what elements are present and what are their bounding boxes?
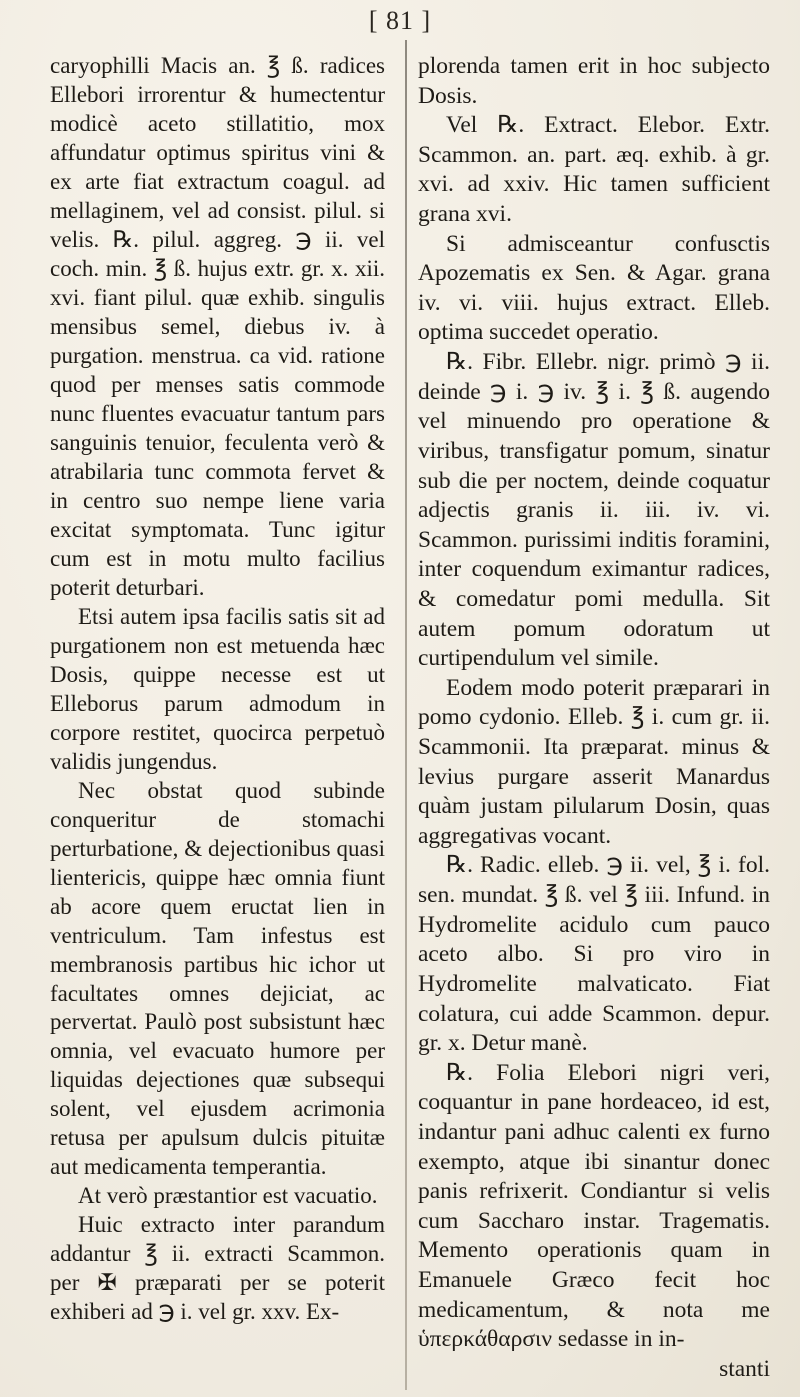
- paragraph: Huic extracto inter parandum addantur ℥ ii. extracti Scammon. per ✠ præparati per se poterit exhiberi ad ℈ i. vel gr. xxv. Ex-: [50, 1212, 385, 1325]
- right-column: [418, 52, 770, 1384]
- page-number: [ 81 ]: [368, 6, 432, 35]
- paragraph: ℞. Radic. elleb. ℈ ii. vel, ℥ i. fol. sen. mundat. ℥ ß. vel ℥ iii. Infund. in Hydromelite acidulo cum pauco aceto albo. Si pro viro in Hydromelite malvaticato. Fiat colatura, cui adde Scammon. depur. gr. x. Detur manè.: [418, 852, 770, 1057]
- paragraph: Vel ℞. Extract. Elebor. Extr. Scammon. an. part. æq. exhib. à gr. xvi. ad xxiv. Hic tamen sufficient grana xvi.: [418, 112, 770, 228]
- paragraph: Eodem modo poterit præparari in pomo cydonio. Elleb. ℥ i. cum gr. ii. Scammonii. Ita præparat. minus & levius purgare asserit Manardus quàm justam pilularum Dosin, quas aggregativas vocant.: [418, 674, 770, 849]
- paragraph: ℞. Fibr. Ellebr. nigr. primò ℈ ii. deinde ℈ i. ℈ iv. ℥ i. ℥ ß. augendo vel minuendo pro operatione & viribus, transfigatur pomum, sinatur sub die per noctem, deinde coquatur adjectis granis ii. iii. iv. vi. Scammon. purissimi inditis foramini, inter coquendum eximantur radices, & comedatur pomi medulla. Sit autem pomum odoratum ut curtipendulum vel simile.: [418, 349, 770, 672]
- catchword: stanti: [719, 1355, 770, 1382]
- paragraph: Nec obstat quod subinde conqueritur de stomachi perturbatione, & dejectionibus quasi lientericis, quippe hæc omnia fiunt ab acore quem eructat lien in ventriculum. Tam infestus est membranosis partibus hic ichor ut facultates omnes dejiciat, ac pervertat. Paulò post subsistunt hæc omnia, vel evacuato humore per liquidas dejectiones quæ subsequi solent, vel ejusdem acrimonia retusa per apulsum dulcis pituitæ aut medicamenta temperantia.: [50, 777, 385, 1180]
- paragraph: Si admisceantur confusctis Apozematis ex Sen. & Agar. grana iv. vi. viii. hujus extract. Elleb. optima succedet operatio.: [418, 230, 770, 346]
- paragraph: ℞. Folia Elebori nigri veri, coquantur in pane hordeaceo, id est, indantur pani adhuc calenti ex furno exempto, atque ibi sinantur donec panis refrixerit. Condiantur si velis cum Saccharo instar. Tragematis. Memento operationis quam in Emanuele Græco fecit hoc medicamentum, & nota me ὑπερκάθαρσιν sedasse in in-: [418, 1059, 770, 1353]
- paragraph: plorenda tamen erit in hoc subjecto Dosis.: [418, 53, 770, 109]
- left-column: [50, 52, 385, 1327]
- paragraph: At verò præstantior est vacuatio.: [78, 1183, 378, 1209]
- paragraph: Etsi autem ipsa facilis satis sit ad purgationem non est metuenda hæc Dosis, quippe necesse est ut Elleborus parum admodum in corpore restitet, quocirca perpetuò validis jungendus.: [50, 603, 385, 774]
- paragraph: caryophilli Macis an. ℥ ß. radices Ellebori irrorentur & humectentur modicè aceto stillatitio, mox affundatur optimus spiritus vini & ex arte fiat extractum coagul. ad mellaginem, vel ad consist. pilul. si velis. ℞. pilul. aggreg. ℈ ii. vel coch. min. ℥ ß. hujus extr. gr. x. xii. xvi. fiant pilul. quæ exhib. singulis mensibus semel, diebus iv. à purgation. menstrua. ca vid. ratione quod per menses satis commode nunc fluentes evacuatur tantum pars sanguinis tenuior, feculenta verò & atrabilaria tunc commota fervet & in centro suo nempe liene varia excitat symptomata. Tunc igitur cum est in motu multo facilius poterit deturbari.: [50, 53, 385, 600]
- column-divider: [405, 40, 407, 1390]
